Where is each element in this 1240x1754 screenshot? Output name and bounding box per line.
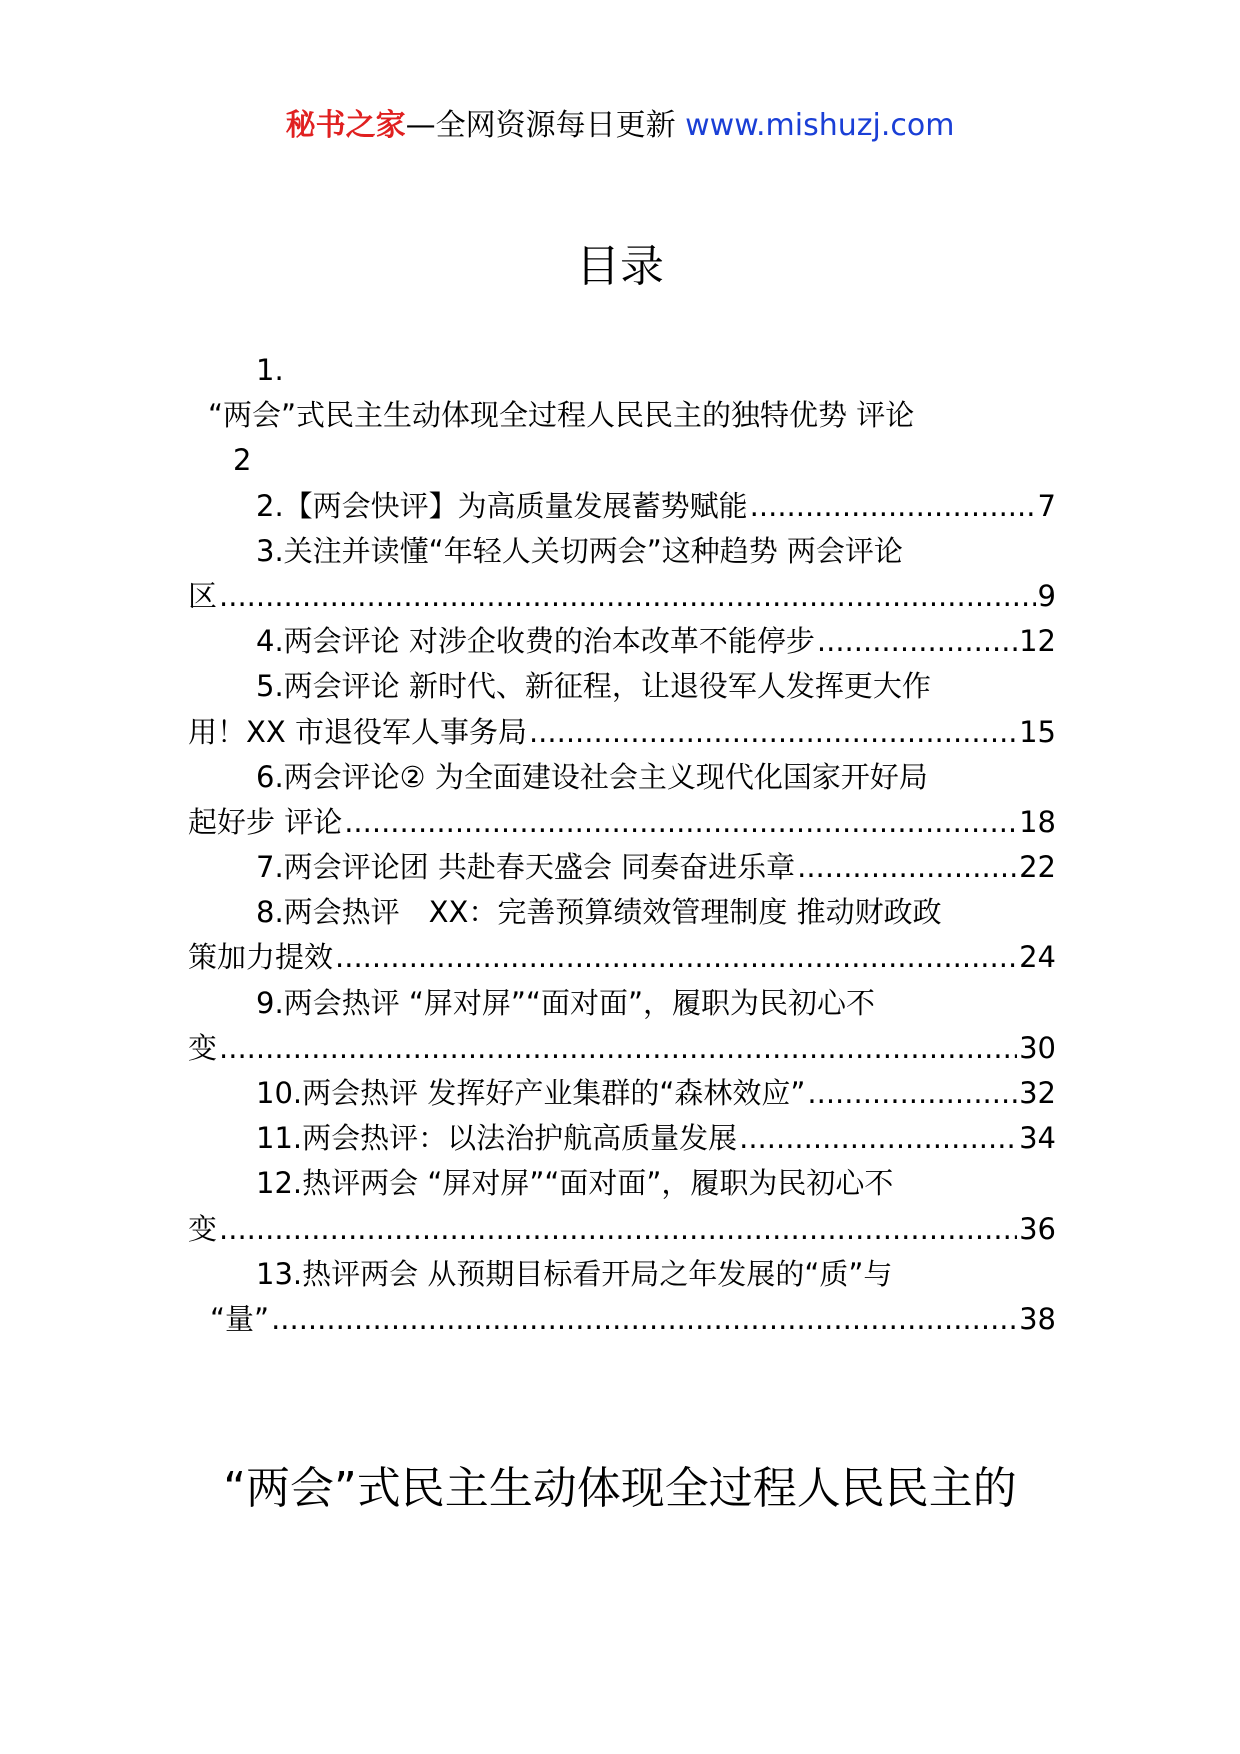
toc-entry-page: 32 (1019, 1076, 1056, 1110)
toc-entry-6[interactable] (188, 755, 1056, 845)
toc-entry-text: 5.两会评论 新时代、新征程，让退役军人发挥更大作 (256, 669, 931, 704)
toc-entry-1[interactable] (188, 348, 1056, 484)
article-title: “两会”式民主生动体现全过程人民民主的 (223, 1463, 1017, 1514)
toc-entry-text: 10.两会热评 发挥好产业集群的“森林效应” (256, 1076, 806, 1110)
toc-entry-text-cont: 策加力提效 (188, 940, 334, 975)
toc-entry-page: 9 (1037, 578, 1056, 613)
toc-entry-4[interactable] (188, 619, 1056, 664)
dot-leader (807, 1071, 1017, 1116)
toc-entry-text: 13.热评两会 从预期目标看开局之年发展的“质”与 (256, 1256, 893, 1291)
toc-entry-11[interactable] (188, 1116, 1056, 1161)
toc-entry-8[interactable] (188, 890, 1056, 980)
toc-entry-page: 7 (1037, 488, 1056, 523)
dot-leader (219, 574, 1036, 619)
toc-entry-page: 36 (1019, 1211, 1056, 1246)
toc-entry-9[interactable] (188, 981, 1056, 1071)
toc-entry-page: 2 (233, 443, 252, 478)
site-url-link[interactable]: www.mishuzj.com (685, 108, 955, 143)
toc-entry-text: 6.两会评论② 为全面建设社会主义现代化国家开好局 (256, 759, 928, 794)
brand-name: 秘书之家 (285, 108, 406, 143)
dot-leader (271, 1297, 1017, 1342)
toc-entry-text-cont: 区 (188, 578, 218, 613)
toc-entry-text: 12.热评两会 “屏对屏”“面对面”，履职为民初心不 (256, 1166, 894, 1201)
toc-entry-page: 22 (1019, 850, 1056, 885)
toc-entry-text: 11.两会热评：以法治护航高质量发展 (256, 1121, 738, 1156)
toc-entry-text: 4.两会评论 对涉企收费的治本改革不能停步 (256, 624, 815, 659)
dot-leader (750, 484, 1036, 529)
toc-entry-page: 30 (1019, 1030, 1056, 1065)
toc-entry-number: 1. (256, 353, 284, 387)
site-header (0, 100, 1240, 144)
toc-entry-text: 8.两会热评 XX：完善预算绩效管理制度 推动财政政 (256, 895, 942, 930)
dot-leader (344, 800, 1017, 845)
dot-leader (739, 1116, 1017, 1161)
table-of-contents (188, 348, 1056, 1342)
toc-entry-text: 7.两会评论团 共赴春天盛会 同奏奋进乐章 (256, 850, 796, 885)
toc-title: 目录 (576, 241, 664, 292)
toc-entry-page: 12 (1019, 624, 1056, 659)
toc-entry-text-cont: 起好步 评论 (188, 804, 343, 839)
toc-entry-page: 18 (1019, 804, 1056, 839)
toc-entry-12[interactable] (188, 1161, 1056, 1251)
dot-leader (335, 935, 1017, 980)
dot-leader (529, 710, 1017, 755)
dot-leader (219, 1026, 1017, 1071)
toc-entry-7[interactable] (188, 845, 1056, 890)
dot-leader (219, 1207, 1017, 1252)
dot-leader (797, 845, 1017, 890)
toc-entry-10[interactable] (188, 1071, 1056, 1116)
slogan: —全网资源每日更新 (405, 108, 676, 143)
toc-entry-text: 3.关注并读懂“年轻人关切两会”这种趋势 两会评论 (256, 533, 903, 568)
toc-entry-text-cont: 变 (188, 1030, 218, 1065)
toc-entry-5[interactable] (188, 664, 1056, 754)
toc-entry-text: 9.两会热评 “屏对屏”“面对面”，履职为民初心不 (256, 985, 875, 1020)
toc-entry-text-cont: 用！XX 市退役军人事务局 (188, 714, 527, 749)
toc-entry-page: 15 (1019, 714, 1056, 749)
toc-entry-3[interactable] (188, 529, 1056, 619)
toc-entry-page: 34 (1019, 1121, 1056, 1156)
toc-entry-text-cont: 变 (188, 1211, 218, 1246)
toc-entry-page: 24 (1019, 940, 1056, 975)
toc-entry-page: 38 (1019, 1301, 1056, 1336)
toc-entry-text: 2.【两会快评】为高质量发展蓄势赋能 (256, 488, 748, 523)
dot-leader (817, 619, 1017, 664)
toc-entry-2[interactable] (188, 484, 1056, 529)
toc-entry-text: “两会”式民主生动体现全过程人民民主的独特优势 评论 (208, 398, 915, 433)
toc-entry-text-cont: “量” (210, 1301, 270, 1336)
toc-entry-13[interactable] (188, 1252, 1056, 1342)
